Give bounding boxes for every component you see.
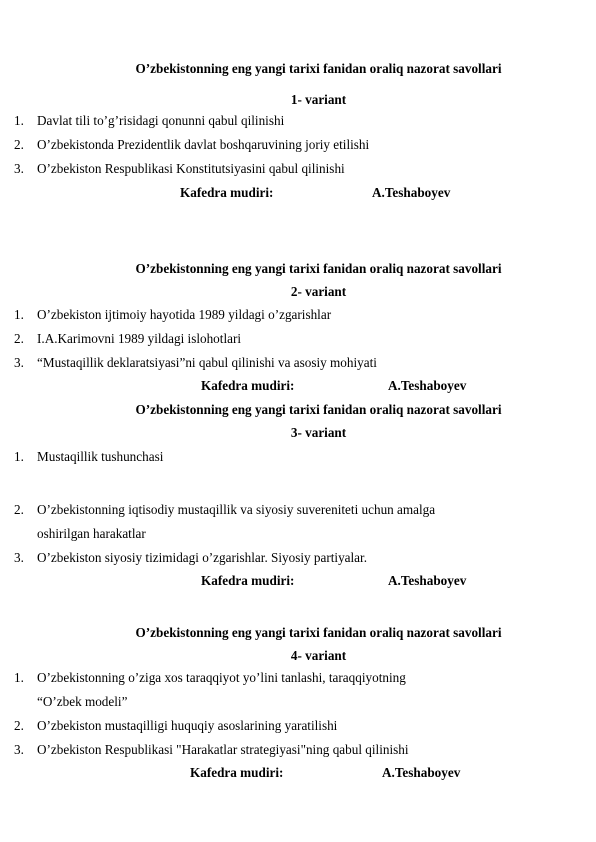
section-1-item-1-number: 1.	[14, 113, 24, 128]
section-1-footer-label: Kafedra mudiri:	[180, 185, 274, 200]
section-1-item-2: O’zbekistonda Prezidentlik davlat boshqaruvining joriy etilishi	[37, 137, 370, 152]
section-2-item-2: I.A.Karimovni 1989 yildagi islohotlari	[37, 331, 242, 346]
section-1-footer-name: A.Teshaboyev	[372, 185, 451, 200]
section-4-item-3: O’zbekiston Respublikasi "Harakatlar strategiyasi"ning qabul qilinishi	[37, 742, 409, 757]
section-3-item-2-line-1: O’zbekistonning iqtisodiy mustaqillik va siyosiy suvereniteti uchun amalga	[37, 502, 436, 517]
section-1-variant: 1- variant	[290, 92, 347, 107]
section-3-title: O’zbekistonning eng yangi tarixi fanidan oraliq nazorat savollari	[135, 402, 502, 417]
section-2-title: O’zbekistonning eng yangi tarixi fanidan oraliq nazorat savollari	[135, 261, 502, 276]
section-3-footer-label: Kafedra mudiri:	[201, 573, 295, 588]
section-3-item-1: Mustaqillik tushunchasi	[37, 449, 164, 464]
section-1-item-3: O’zbekiston Respublikasi Konstitutsiyasini qabul qilinishi	[37, 161, 345, 176]
section-4-item-2-number: 2.	[14, 718, 24, 733]
section-2-footer-label: Kafedra mudiri:	[201, 378, 295, 393]
section-2-item-2-number: 2.	[14, 331, 24, 346]
section-2-footer-name: A.Teshaboyev	[388, 378, 467, 393]
section-3-item-3: O’zbekiston siyosiy tizimidagi o’zgarishlar. Siyosiy partiyalar.	[37, 550, 367, 565]
section-1-item-1: Davlat tili to’g’risidagi qonunni qabul qilinishi	[37, 113, 285, 128]
section-2-variant: 2- variant	[290, 284, 347, 299]
section-3-item-2-number: 2.	[14, 502, 24, 517]
section-4-item-2: O’zbekiston mustaqilligi huquqiy asoslarining yaratilishi	[37, 718, 338, 733]
section-4-item-1-line-1: O’zbekistonning o’ziga xos taraqqiyot yo’lini tanlashi, taraqqiyotning	[37, 670, 406, 685]
section-1-item-3-number: 3.	[14, 161, 24, 176]
section-4-item-1-line-2: “O’zbek modeli”	[37, 694, 128, 709]
section-1-item-2-number: 2.	[14, 137, 24, 152]
section-3-footer-name: A.Teshaboyev	[388, 573, 467, 588]
section-3-variant: 3- variant	[290, 425, 347, 440]
section-4-item-3-number: 3.	[14, 742, 24, 757]
section-2-item-1-number: 1.	[14, 307, 24, 322]
section-2-item-1: O’zbekiston ijtimoiy hayotida 1989 yildagi o’zgarishlar	[37, 307, 332, 322]
section-4-title: O’zbekistonning eng yangi tarixi fanidan oraliq nazorat savollari	[135, 625, 502, 640]
section-2-item-3: “Mustaqillik deklaratsiyasi”ni qabul qilinishi va asosiy mohiyati	[37, 355, 377, 370]
section-3-item-2-line-2: oshirilgan harakatlar	[37, 526, 146, 541]
section-2-item-3-number: 3.	[14, 355, 24, 370]
section-3-item-3-number: 3.	[14, 550, 24, 565]
section-4-footer-name: A.Teshaboyev	[382, 765, 461, 780]
section-4-variant: 4- variant	[290, 648, 347, 663]
section-4-footer-label: Kafedra mudiri:	[190, 765, 284, 780]
section-3-item-1-number: 1.	[14, 449, 24, 464]
section-1-title: O’zbekistonning eng yangi tarixi fanidan oraliq nazorat savollari	[135, 61, 502, 76]
section-4-item-1-number: 1.	[14, 670, 24, 685]
